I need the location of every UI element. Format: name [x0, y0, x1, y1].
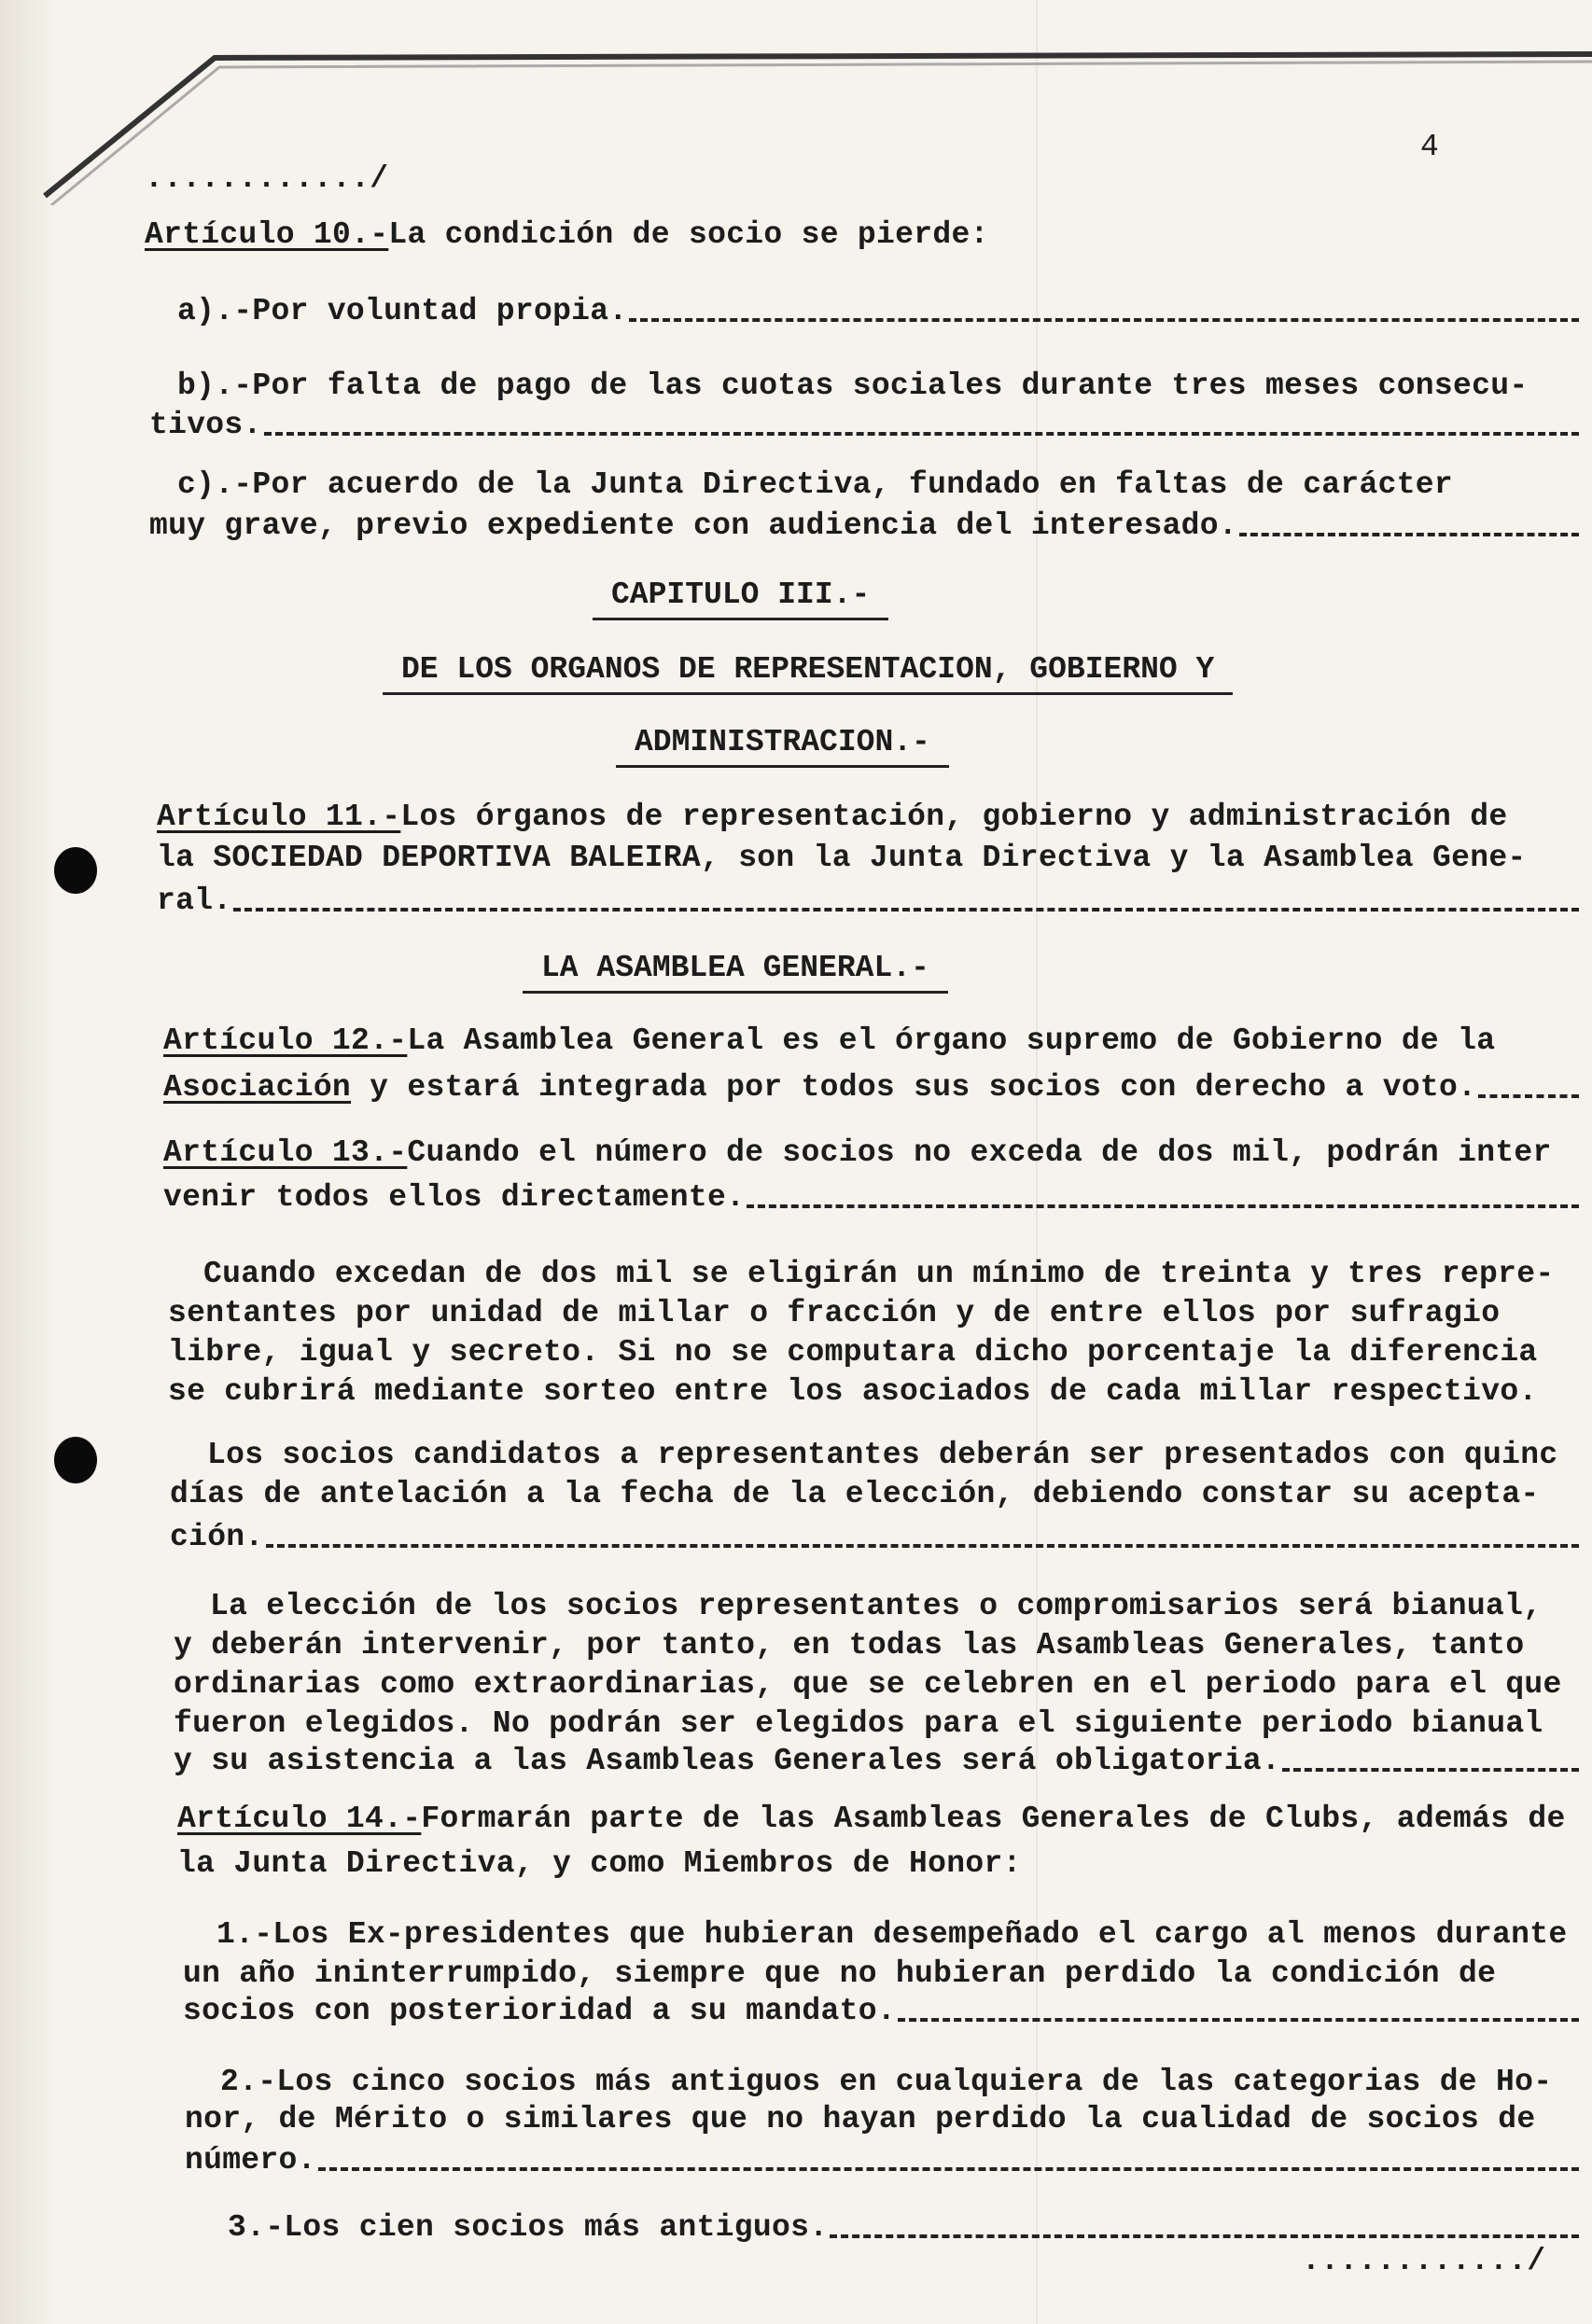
line-text: 3.-Los cien socios más antiguos. — [228, 2210, 829, 2245]
item-3-line — [228, 2209, 1579, 2247]
continuation-mark-bottom: ............/ — [1302, 2244, 1546, 2278]
item-1-line: un año ininterrumpido, siempre que no hubieran perdido la condición de — [183, 1956, 1497, 1991]
article-label: Artículo 10.- — [145, 217, 389, 252]
article-12-line2 — [163, 1069, 1579, 1106]
paragraph-2-line — [170, 1519, 1579, 1556]
paragraph-3-line: fueron elegidos. No podrán ser elegidos para el siguiente periodo bianual — [174, 1706, 1543, 1741]
dash-filler — [830, 2234, 1579, 2238]
article-13-line1 — [163, 1134, 1552, 1172]
dash-filler — [1239, 533, 1579, 536]
paragraph-2-line: días de antelación a la fecha de la elección, debiendo constar su acepta- — [170, 1477, 1540, 1511]
paragraph-1-line: libre, igual y secreto. Si no se computara dicho porcentaje la diferencia — [168, 1335, 1538, 1370]
chapter-heading: CAPITULO III.- — [593, 577, 888, 620]
article-text: La Asamblea General es el órgano supremo de Gobierno de la — [407, 1023, 1496, 1058]
dash-filler — [264, 432, 1579, 436]
item-2-line: 2.-Los cinco socios más antiguos en cualquiera de las categorias de Ho- — [220, 2065, 1553, 2099]
line-text: tivos. — [149, 408, 262, 442]
paragraph-3-line: ordinarias como extraordinarias, que se celebren en el periodo para el que — [174, 1667, 1562, 1702]
line-text: ral. — [157, 884, 232, 918]
article-text: Formarán parte de las Asambleas Generales de Clubs, además de — [421, 1802, 1566, 1836]
punch-hole-top — [54, 847, 97, 894]
article-10-c-line1: c).-Por acuerdo de la Junta Directiva, fundado en faltas de carácter — [177, 467, 1454, 502]
chapter-title-line1: DE LOS ORGANOS DE REPRESENTACION, GOBIERNO Y — [383, 651, 1233, 695]
line-text: socios con posterioridad a su mandato. — [183, 1994, 896, 2028]
item-2-line: nor, de Mérito o similares que no hayan perdido la cualidad de socios de — [185, 2102, 1536, 2136]
article-label: Artículo 14.- — [177, 1802, 422, 1836]
article-11-line1 — [157, 799, 1507, 836]
paper-edge-shadow — [0, 0, 56, 2324]
dash-filler — [747, 1204, 1579, 1208]
punch-hole-bottom — [54, 1437, 97, 1483]
article-10-b-line2 — [149, 407, 1579, 444]
article-13-line2 — [163, 1179, 1579, 1217]
article-10-a — [177, 293, 1579, 330]
line-text: ción. — [170, 1520, 264, 1554]
line-text: y su asistencia a las Asambleas Generales será obligatoria. — [174, 1744, 1281, 1778]
article-14-line2: la Junta Directiva, y como Miembros de Honor: — [177, 1846, 1022, 1881]
item-2-line — [185, 2142, 1579, 2179]
item-1-line: 1.-Los Ex-presidentes que hubieran desempeñado el cargo al menos durante — [216, 1917, 1568, 1952]
line-text: venir todos ellos directamente. — [163, 1180, 746, 1215]
article-10-b-line1: b).-Por falta de pago de las cuotas sociales durante tres meses consecu- — [177, 369, 1529, 403]
article-text: Los órganos de representación, gobierno y administración de — [400, 800, 1508, 834]
chapter-title-line2: ADMINISTRACION.- — [616, 724, 949, 768]
paragraph-1-line: Cuando excedan de dos mil se eligirán un mínimo de treinta y tres repre- — [203, 1257, 1555, 1291]
line-text: a).-Por voluntad propia. — [177, 294, 628, 328]
item-1-line — [183, 1993, 1579, 2030]
dash-filler — [233, 908, 1579, 912]
underlined-word: Asociación — [163, 1070, 352, 1105]
dash-filler — [318, 2167, 1579, 2171]
dash-filler — [1478, 1094, 1579, 1098]
article-text: La condición de socio se pierde: — [388, 217, 989, 252]
paragraph-3-line — [174, 1743, 1579, 1780]
paragraph-2-line: Los socios candidatos a representantes deberán ser presentados con quinc — [207, 1438, 1558, 1472]
line-text: número. — [185, 2143, 316, 2178]
page-number: 4 — [1420, 130, 1440, 164]
paragraph-1-line: sentantes por unidad de millar o fracción y de entre ellos por sufragio — [168, 1296, 1501, 1330]
line-text: y estará integrada por todos sus socios con derecho a voto. — [351, 1070, 1477, 1105]
article-10-heading — [145, 216, 989, 254]
continuation-mark-top: ............/ — [145, 161, 389, 196]
article-11-line3 — [157, 883, 1579, 920]
article-label: Artículo 11.- — [157, 800, 401, 834]
article-12-line1 — [163, 1023, 1495, 1060]
article-11-line2: la SOCIEDAD DEPORTIVA BALEIRA, son la Junta Directiva y la Asamblea Gene- — [157, 841, 1527, 875]
dash-filler — [629, 318, 1579, 322]
dash-filler — [1282, 1768, 1579, 1772]
article-text: Cuando el número de socios no exceda de dos mil, podrán inter — [407, 1135, 1552, 1170]
paragraph-3-line: y deberán intervenir, por tanto, en todas las Asambleas Generales, tanto — [174, 1628, 1525, 1663]
article-label: Artículo 13.- — [163, 1135, 408, 1170]
dash-filler — [266, 1544, 1579, 1548]
paragraph-3-line: La elección de los socios representantes o compromisarios será bianual, — [210, 1589, 1543, 1623]
article-label: Artículo 12.- — [163, 1023, 408, 1058]
article-10-c-line2 — [149, 508, 1579, 545]
article-14-line1 — [177, 1801, 1566, 1838]
dash-filler — [898, 2018, 1579, 2022]
section-heading-asamblea: LA ASAMBLEA GENERAL.- — [523, 950, 948, 994]
paragraph-1-line: se cubrirá mediante sorteo entre los asociados de cada millar respectivo. — [168, 1374, 1538, 1409]
line-text: muy grave, previo expediente con audiencia del interesado. — [149, 508, 1237, 543]
